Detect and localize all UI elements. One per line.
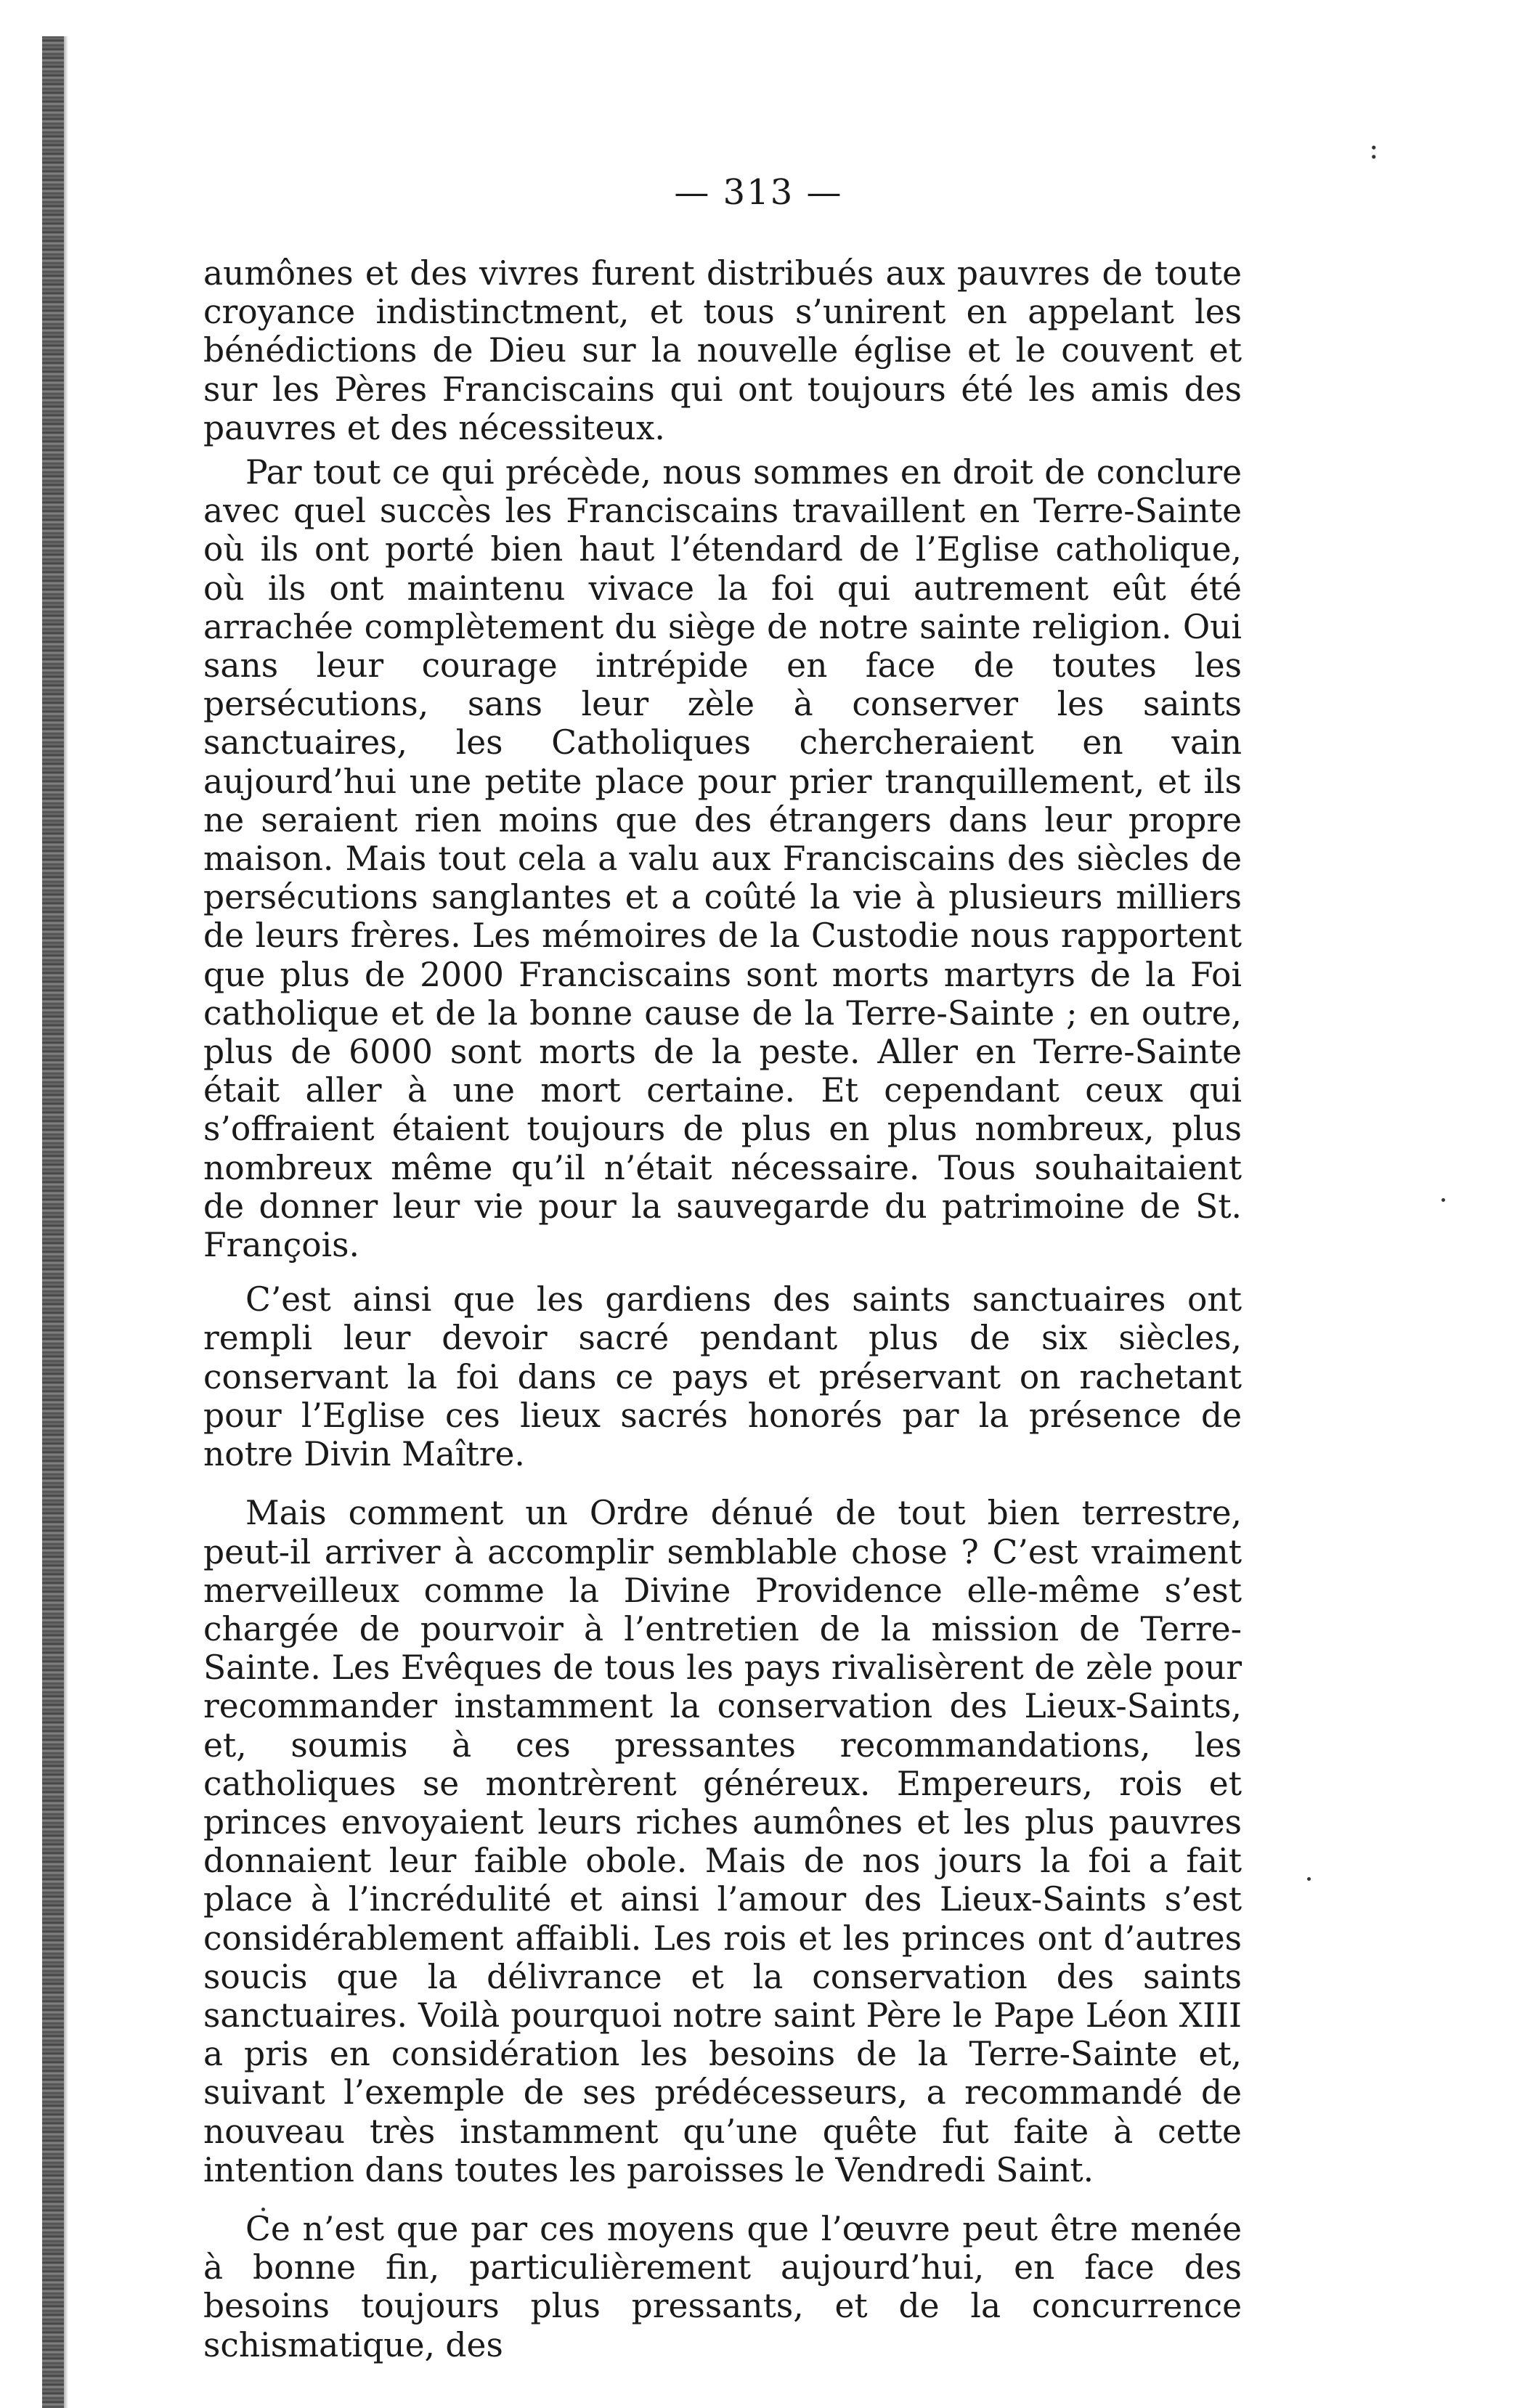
margin-dot xyxy=(1307,1877,1311,1881)
paragraph: C’est ainsi que les gardiens des saints sanctuaires ont rempli leur devoir sacré pendant plus de six siècles, conservant la foi dans ce pays et préservant on rachetant pour l’Eglise ces lieux sacrés honorés par la présence de notre Divin Maître. xyxy=(203,1280,1242,1474)
paragraph: Mais comment un Ordre dénué de tout bien terrestre, peut-il arriver à accomplir semblable chose ? C’est vraiment merveilleux comme la Divine Providence elle-même s’est chargée de pourvoir à l’entretien de la mission de Terre-Sainte. Les Evêques de tous les pays rivalisèrent de zèle pour recommander instamment la conservation des Lieux-Saints, et, soumis à ces pressantes recommandations, les catholiques se montrèrent généreux. Empereurs, rois et princes envoyaient leurs riches aumônes et les plus pauvres donnaient leur faible obole. Mais de nos jours la foi a fait place à l’incrédulité et ainsi l’amour des Lieux-Saints s’est considérablement affaibli. Les rois et les princes ont d’autres soucis que la délivrance et la conservation des saints sanctuaires. Voilà pourquoi notre saint Père le Pape Léon XIII a pris en considération les besoins de la Terre-Sainte et, suivant l’exemple de ses prédécesseurs, a recommandé de nouveau très instamment qu’une quête fut faite à cette intention dans toutes les paroisses le Vendredi Saint. xyxy=(203,1494,1242,2189)
paragraph: Ce n’est que par ces moyens que l’œuvre peut être menée à bonne fin, particulièrement aujourd’hui, en face des besoins toujours plus pressants, et de la concurrence schismatique, des xyxy=(203,2209,1242,2364)
paragraph: Par tout ce qui précède, nous sommes en droit de conclure avec quel succès les Franciscains travaillent en Terre-Sainte où ils ont porté bien haut l’étendard de l’Eglise catholique, où ils ont maintenu vivace la foi qui autrement eût été arrachée complètement du siège de notre sainte religion. Oui sans leur courage intrépide en face de toutes les persécutions, sans leur zèle à conserver les saints sanctuaires, les Catholiques chercheraient en vain aujourd’hui une petite place pour prier tranquillement, et ils ne seraient rien moins que des étrangers dans leur propre maison. Mais tout cela a valu aux Franciscains des siècles de persécutions sanglantes et a coûté la vie à plusieurs milliers de leurs frères. Les mémoires de la Custodie nous rapportent que plus de 2000 Franciscains sont morts martyrs de la Foi catholique et de la bonne cause de la Terre-Sainte ; en outre, plus de 6000 sont morts de la peste. Aller en Terre-Sainte était aller à une mort certaine. Et cependant ceux qui s’offraient étaient toujours de plus en plus nombreux, plus nombreux même qu’il n’était nécessaire. Tous souhaitaient de donner leur vie pour la sauvegarde du patrimoine de St. François. xyxy=(203,453,1242,1265)
margin-dot xyxy=(1441,1198,1445,1202)
page-number: — 313 — xyxy=(674,172,843,213)
book-binding-edge xyxy=(42,36,64,2408)
body-text xyxy=(203,254,1242,2364)
margin-mark: : xyxy=(1369,132,1379,166)
paragraph: aumônes et des vivres furent distribués aux pauvres de toute croyance indistinctment, et tous s’unirent en appelant les bénédictions de Dieu sur la nouvelle église et le couvent et sur les Pères Franciscains qui ont toujours été les amis des pauvres et des nécessiteux. xyxy=(203,254,1242,447)
